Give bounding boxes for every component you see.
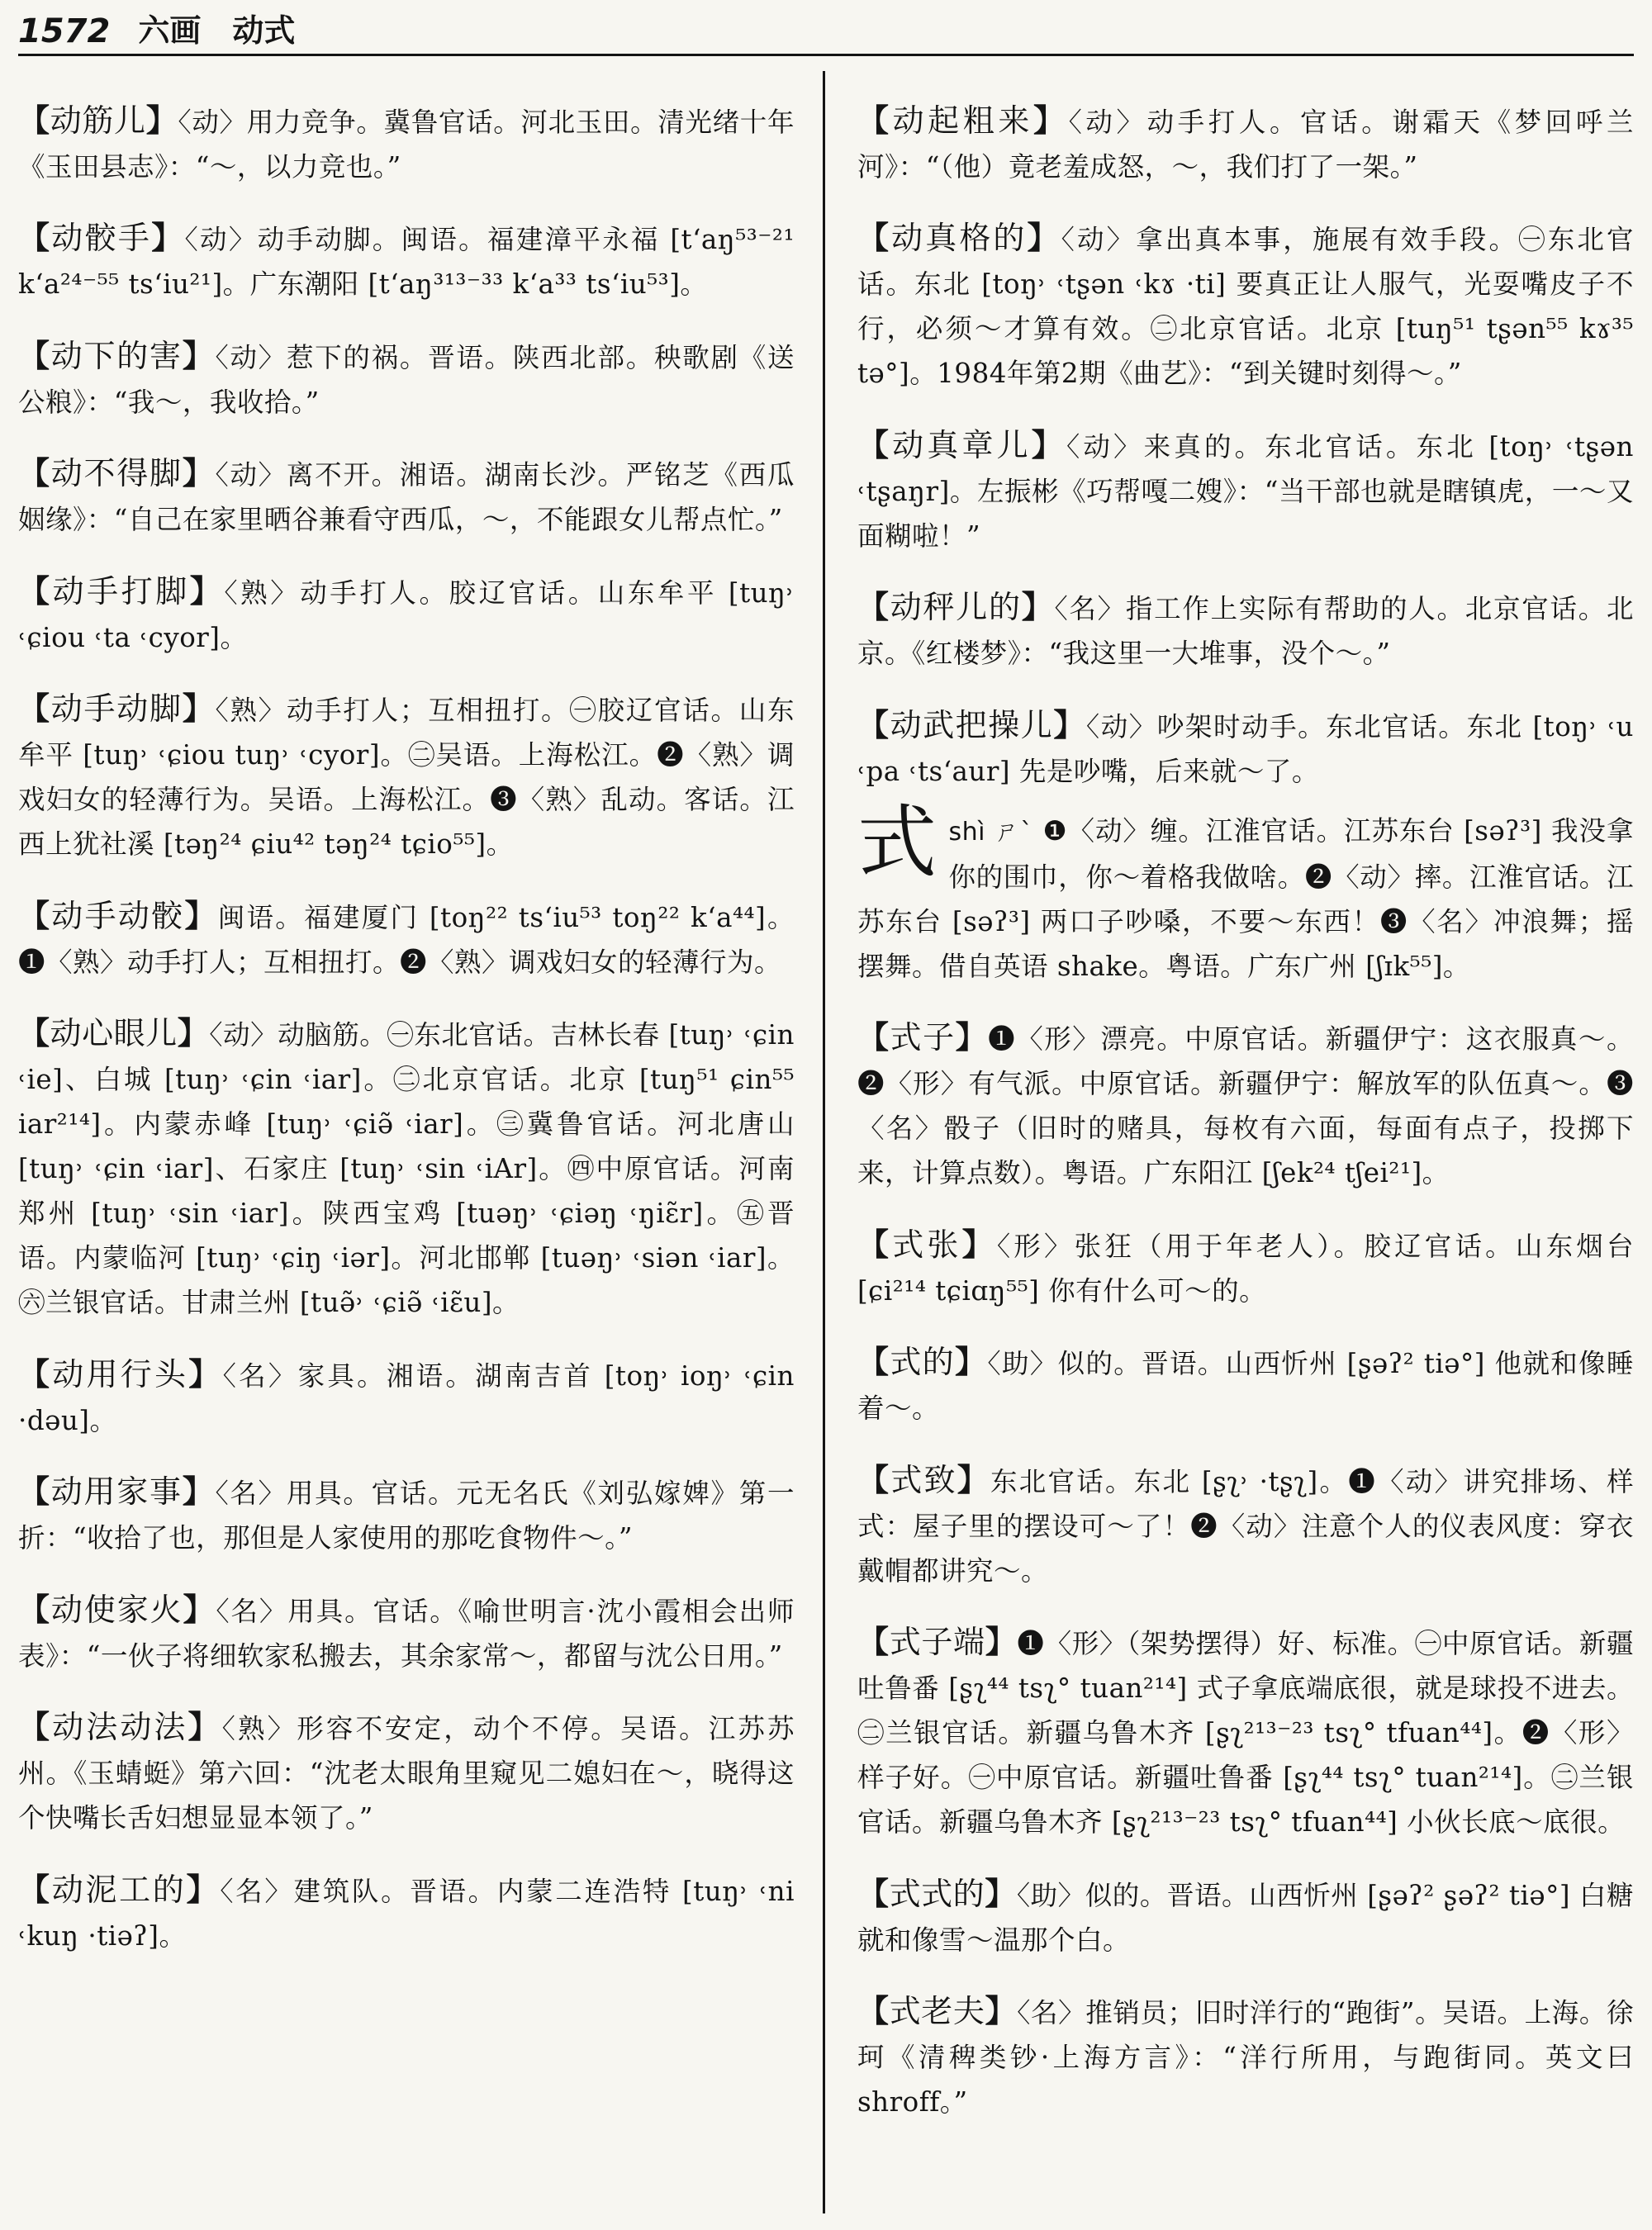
definition: 〈动〉离不开。湘语。湖南长沙。严铭芝《西瓜姻缘》：“自己在家里晒谷兼看守西瓜，～，不能跟女儿帮点忙。” <box>18 459 795 535</box>
definition: 〈名〉指工作上实际有帮助的人。北京官话。北京。《红楼梦》：“我这里一大堆事，没个～。” <box>857 593 1634 669</box>
headword: 【动下的害】 <box>18 337 216 374</box>
dictionary-entry <box>18 1011 795 1325</box>
left-column <box>18 71 795 2218</box>
dictionary-entry <box>857 585 1634 676</box>
headword: 【动用家事】 <box>18 1473 216 1510</box>
dictionary-entry <box>18 1705 795 1840</box>
definition: 东北官话。东北 [ʂʅ˒ ·tʂʅ]。❶〈动〉讲究排场、样式：屋子里的摆设可～了！❷〈动〉注意个人的仪表风度：穿衣戴帽都讲究～。 <box>857 1465 1634 1587</box>
definition: 〈动〉拿出真本事，施展有效手段。㊀东北官话。东北 [toŋ˒ ˓tʂən ˓kɤ ·ti] 要真正让人服气，光耍嘴皮子不行，必须～才算有效。㊁北京官话。北京 [tuŋ⁵¹ tʂən⁵⁵ kɤ³⁵ tə°]。1984年第2期《曲艺》：“到关键时刻得～。” <box>857 224 1634 389</box>
dictionary-entry <box>857 1340 1634 1431</box>
headword: 【动起粗来】 <box>857 102 1069 139</box>
dictionary-entry <box>18 1867 795 1958</box>
headword: 【动筋儿】 <box>18 102 178 139</box>
page-number: 1572 <box>18 12 111 50</box>
definition: 〈名〉用具。官话。《喻世明言·沈小霞相会出师表》：“一伙子将细软家私搬去，其余家常～，都留与沈公日用。” <box>18 1595 795 1672</box>
headword: 【动使家火】 <box>18 1591 216 1628</box>
dictionary-entry <box>857 423 1634 558</box>
headword: 【式的】 <box>857 1344 988 1380</box>
headword: 【动心眼儿】 <box>18 1015 210 1051</box>
dictionary-entry <box>857 703 1634 794</box>
dictionary-entry <box>18 1469 795 1560</box>
headword: 【式子】 <box>857 1019 989 1056</box>
dictionary-entry <box>18 894 795 985</box>
dictionary-entry <box>857 1015 1634 1195</box>
definition: 〈动〉惹下的祸。晋语。陕西北部。秧歌剧《送公粮》：“我～，我收拾。” <box>18 341 795 418</box>
definition: ❶〈动〉缠。江淮官话。江苏东台 [səʔ³] 我没拿你的围巾，你～着格我做啥。❷〈动〉摔。江淮官话。江苏东台 [səʔ³] 两口子吵嗓，不要～东西！❸〈名〉冲浪舞；摇摆舞。借自英语 shake。粤语。广东广州 [ʃɪk⁵⁵]。 <box>857 814 1634 982</box>
dictionary-entry <box>857 1222 1634 1313</box>
zhuyin: ㄕˋ <box>995 817 1034 847</box>
dictionary-entry <box>857 1989 1634 2124</box>
definition: 〈名〉建筑队。晋语。内蒙二连浩特 [tuŋ˒ ˓ni ˓kuŋ ·tiəʔ]。 <box>18 1875 795 1952</box>
definition: 〈动〉动手动脚。闽语。福建漳平永福 [t‘aŋ⁵³⁻²¹ k‘a²⁴⁻⁵⁵ ts‘iu²¹]。广东潮阳 [t‘aŋ³¹³⁻³³ k‘a³³ ts‘iu⁵³]。 <box>18 224 795 300</box>
definition: 〈熟〉动手打人。胶辽官话。山东牟平 [tuŋ˒ ˓ɕiou ˓ta ˓cyor]。 <box>18 576 795 653</box>
headword: 【动武把操儿】 <box>857 706 1086 743</box>
headword: 【式致】 <box>857 1461 991 1498</box>
definition: 〈助〉似的。晋语。山西忻州 [ʂəʔ² ʂəʔ² tiə°] 白糖就和像雪～温那个白。 <box>857 1879 1634 1956</box>
definition: ❶〈形〉漂亮。中原官话。新疆伊宁：这衣服真～。❷〈形〉有气派。中原官话。新疆伊宁：解放军的队伍真～。❸〈名〉骰子（旧时的赌具，每枚有六面，每面有点子，投掷下来，计算点数）。粤语。广东阳江 [ʃek²⁴ tʃei²¹]。 <box>857 1023 1634 1189</box>
definition: 〈名〉用具。官话。元无名氏《刘弘嫁婢》第一折：“收拾了也，那但是人家使用的那吃食物件～。” <box>18 1478 795 1554</box>
definition: 〈熟〉形容不安定，动个不停。吴语。江苏苏州。《玉蜻蜓》第六回：“沈老太眼角里窥见二媳妇在～，晓得这个快嘴长舌妇想显显本领了。” <box>18 1713 795 1834</box>
dictionary-entry <box>857 1872 1634 1962</box>
definition: 〈形〉张狂（用于年老人）。胶辽官话。山东烟台 [ɕi²¹⁴ tɕiɑŋ⁵⁵] 你有什么可～的。 <box>857 1230 1634 1307</box>
character-entry <box>857 795 1634 989</box>
headword: 【动秤儿的】 <box>857 589 1055 625</box>
definition: ❶〈形〉（架势摆得）好、标准。㊀中原官话。新疆吐鲁番 [ʂʅ⁴⁴ tsʅ° tuan²¹⁴] 式子拿底端底很，就是球投不进去。㊁兰银官话。新疆乌鲁木齐 [ʂʅ²¹³⁻²³ tsʅ° tfuan⁴⁴]。❷〈形〉样子好。㊀中原官话。新疆吐鲁番 [ʂʅ⁴⁴ tsʅ° tuan²¹⁴]。㊁兰银官话。新疆乌鲁木齐 [ʂʅ²¹³⁻²³ tsʅ° tfuan⁴⁴] 小伙长底～底很。 <box>857 1628 1634 1838</box>
definition: 〈动〉用力竞争。冀鲁官话。河北玉田。清光绪十年《玉田县志》：“～，以力竞也。” <box>18 106 795 183</box>
definition: 〈名〉家具。湘语。湖南吉首 [toŋ˒ ioŋ˒ ˓ɕin ·dəu]。 <box>18 1359 795 1436</box>
dictionary-entry <box>857 1620 1634 1844</box>
dictionary-entry <box>18 569 795 660</box>
column-divider <box>823 71 825 2213</box>
definition: 〈动〉动手打人。官话。谢霜天《梦回呼兰河》：“（他）竟老羞成怒，～，我们打了一架。” <box>857 106 1634 183</box>
headword: 【动真格的】 <box>857 220 1061 256</box>
headword: 【动不得脚】 <box>18 455 216 491</box>
dictionary-entry <box>18 1587 795 1678</box>
definition: 〈动〉动脑筋。㊀东北官话。吉林长春 [tuŋ˒ ˓ɕin ˓ie]、白城 [tuŋ˒ ˓ɕin ˓iar]。㊁北京官话。北京 [tuŋ⁵¹ ɕin⁵⁵ iar²¹⁴]。内蒙赤峰 [tuŋ˒ ˓ɕiə̃ ˓iar]。㊂冀鲁官话。河北唐山 [tuŋ˒ ˓ɕin ˓iar]、石家庄 [tuŋ˒ ˓sin ˓iAr]。㊃中原官话。河南郑州 [tuŋ˒ ˓sin ˓iar]。陕西宝鸡 [tuəŋ˒ ˓ɕiəŋ ˓ŋiɛ̃r]。㊄晋语。内蒙临河 [tuŋ˒ ˓ɕiŋ ˓iər]。河北邯郸 [tuəŋ˒ ˓siən ˓iar]。㊅兰银官话。甘肃兰州 [tuə̃˒ ˓ɕiə̃ ˓iɛ̃u]。 <box>18 1019 795 1318</box>
headword: 【式式的】 <box>857 1875 1017 1912</box>
dictionary-entry <box>857 98 1634 189</box>
dictionary-entry <box>18 686 795 866</box>
definition: 〈名〉推销员；旧时洋行的“跑街”。吴语。上海。徐珂《清稗类钞·上海方言》：“洋行所用，与跑街同。英文曰 shroff。” <box>857 1997 1634 2118</box>
dictionary-entry <box>857 216 1634 396</box>
right-column <box>857 71 1634 2218</box>
headword: 【动手动骹】 <box>18 897 218 934</box>
pinyin: shì <box>948 817 985 847</box>
dictionary-entry <box>18 216 795 306</box>
section-title: 六画 动式 <box>138 12 296 49</box>
dictionary-entry <box>18 98 795 189</box>
definition: 〈助〉似的。晋语。山西忻州 [ʂəʔ² tiə°] 他就和像睡着～。 <box>857 1348 1634 1424</box>
headword: 【动骹手】 <box>18 220 185 256</box>
dictionary-entry <box>18 334 795 425</box>
headword: 【动用行头】 <box>18 1355 223 1393</box>
headword: 【动法动法】 <box>18 1709 222 1745</box>
definition: 〈熟〉动手打人；互相扭打。㊀胶辽官话。山东牟平 [tuŋ˒ ˓ɕiou tuŋ˒ ˓cyor]。㊁吴语。上海松江。❷〈熟〉调戏妇女的轻薄行为。吴语。上海松江。❸〈熟〉乱动。客话。江西上犹社溪 [təŋ²⁴ ɕiu⁴² təŋ²⁴ tɕio⁵⁵]。 <box>18 695 795 860</box>
headword: 【动泥工的】 <box>18 1871 221 1908</box>
definition: 〈动〉吵架时动手。东北官话。东北 [toŋ˒ ˓u ˓pa ˓ts‘aur] 先是吵嘴，后来就～了。 <box>857 710 1634 787</box>
headword: 【动手打脚】 <box>18 572 225 610</box>
head-character: 式 <box>857 795 938 889</box>
headword: 【式老夫】 <box>857 1993 1018 2029</box>
headword: 【动手动脚】 <box>18 690 216 727</box>
page-header <box>18 7 1634 56</box>
headword: 【式子端】 <box>857 1624 1018 1660</box>
headword: 【式张】 <box>857 1226 997 1263</box>
headword: 【动真章儿】 <box>857 426 1066 463</box>
definition: 闽语。福建厦门 [toŋ²² ts‘iu⁵³ toŋ²² k‘a⁴⁴]。❶〈熟〉动手打人；互相扭打。❷〈熟〉调戏妇女的轻薄行为。 <box>18 901 795 978</box>
dictionary-entry <box>857 1458 1634 1593</box>
dictionary-entry <box>18 451 795 542</box>
dictionary-entry <box>18 1352 795 1443</box>
definition: 〈动〉来真的。东北官话。东北 [toŋ˒ ˓tʂən ˓tʂaŋr]。左振彬《巧帮嘎二嫂》：“当干部也就是瞎镇虎，一～又面糊啦！” <box>857 430 1634 552</box>
